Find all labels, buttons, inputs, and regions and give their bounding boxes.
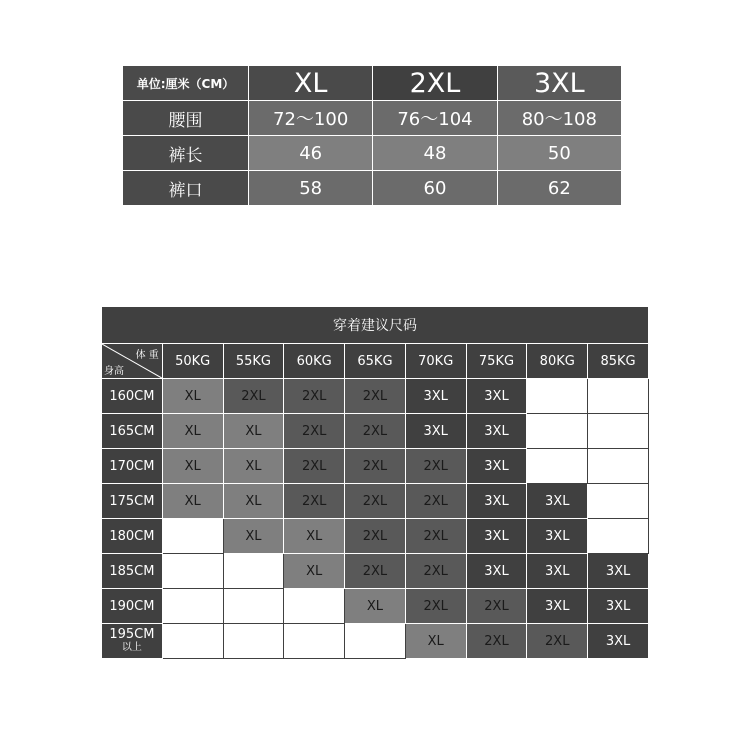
weight-header: 50KG: [162, 344, 223, 379]
recommend-table: [101, 306, 649, 659]
hem-xl: 58: [249, 171, 373, 206]
height-value: 185CM: [109, 563, 155, 579]
empty-cell: [588, 484, 649, 519]
height-value: 160CM: [109, 388, 155, 404]
hem-row: [123, 171, 622, 206]
size-cell: 2XL: [405, 484, 466, 519]
waist-xl: 72～100: [249, 101, 373, 136]
size-cell: XL: [405, 624, 466, 659]
empty-cell: [223, 554, 284, 589]
height-value: 195CM: [109, 627, 155, 642]
size-cell: 2XL: [405, 554, 466, 589]
size-cell: XL: [223, 449, 284, 484]
length-3xl: 50: [497, 136, 621, 171]
size-cell: 2XL: [345, 519, 406, 554]
size-cell: 2XL: [466, 624, 527, 659]
weight-header: 75KG: [466, 344, 527, 379]
weight-header: 70KG: [405, 344, 466, 379]
recommend-title: 穿着建议尺码: [102, 307, 649, 344]
size-cell: 2XL: [405, 519, 466, 554]
empty-cell: [284, 589, 345, 624]
height-row: [102, 519, 649, 554]
height-header: [102, 484, 163, 519]
size-cell: 3XL: [405, 414, 466, 449]
size-cell: XL: [162, 379, 223, 414]
size-cell: 2XL: [284, 379, 345, 414]
size-cell: 3XL: [466, 414, 527, 449]
empty-cell: [223, 589, 284, 624]
size-cell: 2XL: [345, 484, 406, 519]
height-value: 180CM: [109, 528, 155, 544]
empty-cell: [162, 624, 223, 659]
height-header: [102, 379, 163, 414]
size-cell: 2XL: [284, 414, 345, 449]
waist-label: 腰围: [123, 101, 249, 136]
size-cell: 2XL: [223, 379, 284, 414]
empty-cell: [162, 554, 223, 589]
size-cell: XL: [162, 449, 223, 484]
size-cell: XL: [162, 484, 223, 519]
height-row: [102, 554, 649, 589]
size-cell: 3XL: [466, 554, 527, 589]
unit-label: 单位:厘米（CM）: [123, 66, 249, 101]
empty-cell: [588, 519, 649, 554]
height-row: [102, 624, 649, 659]
size-cell: 3XL: [466, 449, 527, 484]
size-cell: 3XL: [527, 519, 588, 554]
height-header: [102, 554, 163, 589]
size-cell: 2XL: [284, 449, 345, 484]
weight-header-row: [102, 344, 649, 379]
empty-cell: [588, 379, 649, 414]
empty-cell: [345, 624, 406, 659]
height-row: [102, 484, 649, 519]
size-table: [122, 65, 622, 206]
size-cell: 2XL: [466, 589, 527, 624]
length-label: 裤长: [123, 136, 249, 171]
length-row: [123, 136, 622, 171]
size-cell: 3XL: [466, 484, 527, 519]
weight-header: 65KG: [345, 344, 406, 379]
empty-cell: [223, 624, 284, 659]
length-2xl: 48: [373, 136, 497, 171]
waist-2xl: 76～104: [373, 101, 497, 136]
height-value: 165CM: [109, 423, 155, 439]
size-cell: 3XL: [466, 519, 527, 554]
size-cell: 2XL: [345, 554, 406, 589]
size-cell: 2XL: [527, 624, 588, 659]
size-cell: 3XL: [527, 554, 588, 589]
weight-header: 80KG: [527, 344, 588, 379]
length-xl: 46: [249, 136, 373, 171]
height-row: [102, 379, 649, 414]
size-header-2xl: 2XL: [373, 66, 497, 101]
size-cell: 3XL: [588, 624, 649, 659]
height-header: [102, 519, 163, 554]
size-cell: 2XL: [345, 414, 406, 449]
height-suffix: 以上: [121, 642, 142, 653]
size-cell: XL: [223, 414, 284, 449]
height-header: [102, 414, 163, 449]
empty-cell: [162, 589, 223, 624]
height-value: 170CM: [109, 458, 155, 474]
size-cell: 2XL: [405, 449, 466, 484]
weight-header: 85KG: [588, 344, 649, 379]
weight-header: 55KG: [223, 344, 284, 379]
size-cell: XL: [284, 554, 345, 589]
waist-3xl: 80～108: [497, 101, 621, 136]
empty-cell: [162, 519, 223, 554]
empty-cell: [527, 414, 588, 449]
size-cell: 2XL: [345, 449, 406, 484]
size-cell: XL: [345, 589, 406, 624]
hem-3xl: 62: [497, 171, 621, 206]
size-cell: 2XL: [284, 484, 345, 519]
size-cell: 3XL: [588, 554, 649, 589]
height-axis-label: 身高: [104, 366, 124, 377]
waist-row: [123, 101, 622, 136]
empty-cell: [527, 449, 588, 484]
size-cell: 3XL: [588, 589, 649, 624]
recommend-title-row: [102, 307, 649, 344]
size-cell: 2XL: [405, 589, 466, 624]
size-header-xl: XL: [249, 66, 373, 101]
size-cell: 3XL: [405, 379, 466, 414]
size-cell: XL: [223, 519, 284, 554]
hem-label: 裤口: [123, 171, 249, 206]
size-header-3xl: 3XL: [497, 66, 621, 101]
empty-cell: [284, 624, 345, 659]
height-header: [102, 624, 163, 659]
hem-2xl: 60: [373, 171, 497, 206]
size-cell: 3XL: [527, 589, 588, 624]
size-header-row: [123, 66, 622, 101]
empty-cell: [588, 449, 649, 484]
height-header: [102, 589, 163, 624]
size-cell: 2XL: [345, 379, 406, 414]
weight-axis-label: 体 重: [135, 350, 159, 361]
height-row: [102, 414, 649, 449]
size-cell: 3XL: [527, 484, 588, 519]
size-cell: XL: [284, 519, 345, 554]
height-value: 190CM: [109, 598, 155, 614]
height-row: [102, 589, 649, 624]
corner-header: [102, 344, 163, 379]
size-cell: XL: [162, 414, 223, 449]
empty-cell: [588, 414, 649, 449]
size-cell: 3XL: [466, 379, 527, 414]
height-row: [102, 449, 649, 484]
empty-cell: [527, 379, 588, 414]
height-header: [102, 449, 163, 484]
size-cell: XL: [223, 484, 284, 519]
height-value: 175CM: [109, 493, 155, 509]
weight-header: 60KG: [284, 344, 345, 379]
